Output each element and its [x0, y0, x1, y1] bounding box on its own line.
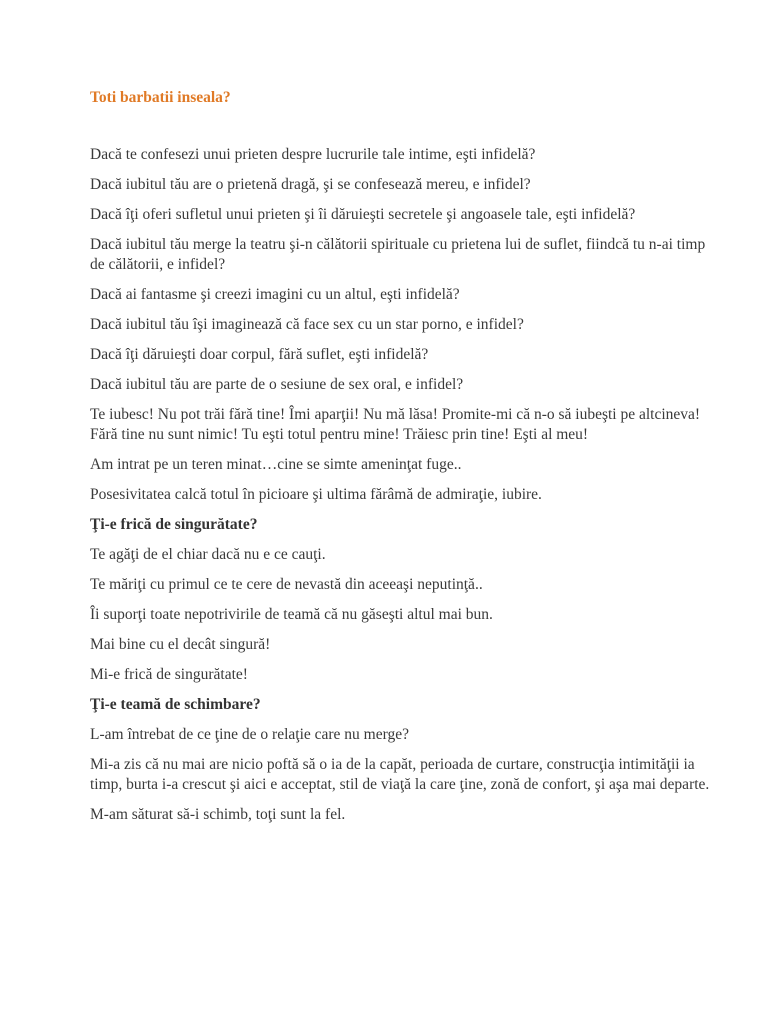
paragraph: Dacă iubitul tău are parte de o sesiune de sex oral, e infidel? [90, 376, 464, 393]
paragraph: M-am săturat să-i schimb, toţi sunt la fel. [90, 806, 346, 823]
paragraph: Am intrat pe un teren minat…cine se simte ameninţat fuge.. [90, 456, 462, 473]
paragraph: Posesivitatea calcă totul în picioare şi ultima fărâmă de admiraţie, iubire. [90, 486, 542, 503]
paragraph: Dacă iubitul tău îşi imaginează că face sex cu un star porno, e infidel? [90, 316, 524, 333]
paragraph: Dacă îţi dăruieşti doar corpul, fără suflet, eşti infidelă? [90, 346, 429, 363]
section-heading: Ţi-e frică de singurătate? [90, 516, 258, 533]
paragraph: Te măriţi cu primul ce te cere de nevastă din aceeaşi neputinţă.. [90, 576, 483, 593]
paragraph: Dacă ai fantasme şi creezi imagini cu un altul, eşti infidelă? [90, 286, 460, 303]
paragraph: Mai bine cu el decât singură! [90, 636, 271, 653]
paragraph: Dacă te confesezi unui prieten despre lucrurile tale intime, eşti infidelă? [90, 146, 536, 163]
paragraph: Te agăţi de el chiar dacă nu e ce cauţi. [90, 546, 326, 563]
paragraph: Dacă iubitul tău are o prietenă dragă, şi se confesează mereu, e infidel? [90, 176, 531, 193]
paragraph: Te iubesc! Nu pot trăi fără tine! Îmi aparţii! Nu mă lăsa! Promite-mi că n-o să iubeşti pe altcineva! Fără tine nu sunt nimic! Tu eşti totul pentru mine! Trăiesc prin tine! Eşti al meu! [90, 406, 701, 443]
paragraph: Mi-e frică de singurătate! [90, 666, 248, 683]
paragraph: Îi suporţi toate nepotrivirile de teamă că nu găseşti altul mai bun. [90, 606, 493, 623]
paragraph: Mi-a zis că nu mai are nicio poftă să o ia de la capăt, perioada de curtare, construcţia intimităţii ia timp, burta i-a crescut şi aici e acceptat, stil de viaţă la care ţine, zonă de confort, şi aşa mai departe. [90, 756, 710, 793]
paragraph: Dacă iubitul tău merge la teatru şi-n călătorii spirituale cu prietena lui de suflet, fiindcă tu n-ai timp de călătorii, e infidel? [90, 236, 706, 273]
paragraph: Dacă îţi oferi sufletul unui prieten şi îi dăruieşti secretele şi angoasele tale, eşti infidelă? [90, 206, 636, 223]
section-heading: Ţi-e teamă de schimbare? [90, 696, 261, 713]
document-page [90, 88, 710, 835]
document-title: Toti barbatii inseala? [90, 89, 231, 106]
paragraph: L-am întrebat de ce ţine de o relaţie care nu merge? [90, 726, 410, 743]
